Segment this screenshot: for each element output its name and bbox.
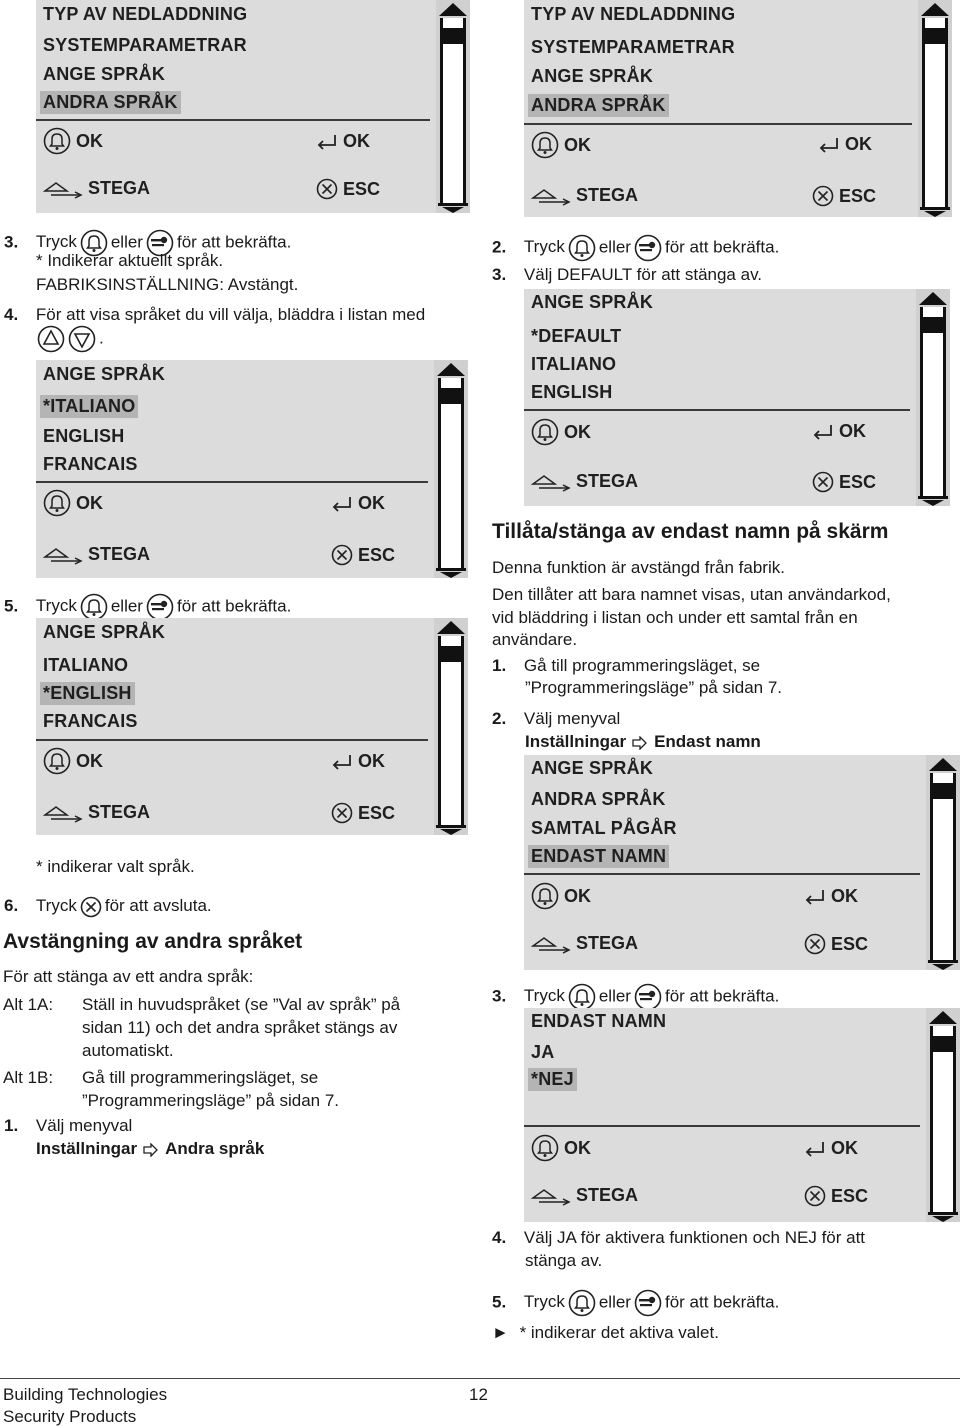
stega-text: STEGA [88,178,151,198]
display-line-selected: ANDRA SPRÅK [528,94,669,117]
scroll-down-icon[interactable] [918,207,952,217]
menu-item: Endast namn [654,732,761,751]
scroll-down-icon[interactable] [434,825,468,835]
ok-enter-label[interactable] [804,886,858,907]
ok-bell-label[interactable] [43,127,103,155]
step-text: för att bekräfta. [664,237,780,257]
alt-1a-line: sidan 11) och det andra språket stängs av [82,1018,398,1037]
ok-text: OK [564,885,591,906]
display-line: ENGLISH [43,426,125,446]
step-3-factory: FABRIKSINSTÄLLNING: Avstängt. [36,275,299,294]
bullet-note [492,1322,719,1343]
esc-label[interactable] [812,471,876,493]
esc-text: ESC [358,544,396,565]
bell-icon [80,593,108,621]
scroll-down-icon[interactable] [926,1212,960,1222]
step-text: eller [598,1292,631,1312]
stega-label[interactable] [531,1185,638,1206]
step-number: 3. [4,232,19,252]
scroll-thumb[interactable] [438,646,464,662]
scroll-thumb[interactable] [438,388,464,404]
display-line: ENDAST NAMN [531,1011,667,1031]
step-number: 5. [4,596,19,616]
bell-icon [531,882,559,910]
stega-text: STEGA [576,471,639,491]
display-line: TYP AV NEDLADDNING [531,4,736,24]
cancel-icon [804,1185,826,1207]
display-panel-3 [36,360,468,578]
key-icon [634,1289,662,1317]
step-text: Tryck [35,232,77,252]
cancel-icon [80,896,102,918]
ok-bell-label[interactable] [531,882,591,910]
scrollbar[interactable] [434,360,468,578]
display-line: FRANCAIS [43,454,138,474]
enter-icon [331,496,353,512]
arrow-right-icon [143,1143,159,1157]
menu-path [36,1138,264,1159]
display-line: SAMTAL PÅGÅR [531,818,677,838]
stega-text: STEGA [576,933,639,953]
step-number: 2. [492,709,507,728]
scroll-up-icon[interactable] [926,1008,960,1026]
scroll-up-icon[interactable] [436,0,470,18]
display-line: ANGE SPRÅK [43,364,166,384]
ok-enter-label[interactable] [316,131,370,152]
step-text: Välj menyval [523,709,621,728]
display-line: JA [531,1042,555,1062]
esc-label[interactable] [804,1185,868,1207]
display-line: ANGE SPRÅK [43,64,166,84]
arrow-right-icon [632,736,648,750]
enter-icon [316,134,338,150]
step-text: för att bekräfta. [176,596,292,616]
step-text: eller [598,986,631,1006]
enter-icon [812,424,834,440]
ok-bell-label[interactable] [531,418,591,446]
menu-item: Inställningar [36,1139,138,1158]
cancel-icon [316,178,338,200]
display-line-selected: ANDRA SPRÅK [40,91,181,114]
scroll-up-icon[interactable] [916,289,950,307]
scroll-thumb[interactable] [440,28,466,44]
bell-icon [568,983,596,1011]
bullet-icon: ► [492,1323,509,1342]
step-text: Välj JA för aktivera funktionen och NEJ för att [523,1228,866,1247]
step-1 [4,1115,132,1136]
ok-text: OK [76,750,103,771]
step-text: för att avsluta. [104,896,212,915]
display-line: FRANCAIS [43,711,138,731]
paragraph: vid bläddring i listan och under ett samtal från en [492,608,858,627]
cancel-icon [812,471,834,493]
scroll-thumb[interactable] [922,28,948,44]
ok-text: OK [76,130,103,151]
alt-1b-line: Gå till programmeringsläget, se [82,1068,319,1087]
enter-icon [804,1141,826,1157]
display-line: ITALIANO [43,655,129,675]
down-triangle-icon [68,325,96,353]
step-text: stänga av. [525,1251,603,1270]
esc-text: ESC [831,1185,869,1206]
scrollbar[interactable] [434,618,468,835]
step-4-icons [34,325,104,353]
step-number: 3. [492,265,507,284]
up-triangle-icon [37,325,65,353]
bell-icon [531,1134,559,1162]
stega-icon [531,934,571,954]
display-line: ANGE SPRÅK [531,758,654,778]
scroll-down-icon[interactable] [926,960,960,970]
footer-company: Building Technologies [3,1385,168,1404]
ok-enter-label[interactable] [331,751,385,772]
bullet-text: * indikerar det aktiva valet. [519,1323,719,1342]
scrollbar[interactable] [926,755,960,970]
step-number: 2. [492,237,507,257]
step-number: 3. [492,986,507,1006]
step-number: 4. [492,1228,507,1247]
display-panel-6 [524,755,960,970]
esc-label[interactable] [316,178,380,200]
alt-1a-line: Ställ in huvudspråket (se ”Val av språk” på [82,995,401,1014]
ok-bell-label[interactable] [531,131,591,159]
ok-text: OK [839,421,866,441]
step-text: För att visa språket du vill välja, bläddra i listan med [35,305,426,324]
display-line-selected: *ITALIANO [40,395,138,418]
display-panel-4 [524,289,950,506]
esc-text: ESC [831,933,869,954]
step-text: eller [110,232,143,252]
alt-1a-line: automatiskt. [82,1041,174,1060]
display-line-selected: *ENGLISH [40,682,135,705]
ok-text: OK [831,886,858,906]
step-text: för att bekräfta. [664,986,780,1006]
scroll-down-icon[interactable] [436,203,470,213]
stega-icon [531,186,571,206]
stega-label[interactable] [43,544,150,565]
display-line: ANDRA SPRÅK [531,789,666,809]
step-number: 1. [492,656,507,675]
step-number: 6. [4,896,19,915]
display-line: ANGE SPRÅK [531,66,654,86]
right-substep-1 [492,655,760,676]
display-line: *DEFAULT [531,326,622,346]
step-6 [4,895,212,918]
step-text: . [99,328,104,348]
ok-bell-label[interactable] [43,489,103,517]
step-number: 5. [492,1292,507,1312]
page-number: 12 [469,1385,488,1404]
step-3-note: * Indikerar aktuellt språk. [36,251,224,270]
key-icon [634,234,662,262]
esc-text: ESC [839,185,877,206]
step-text: eller [598,237,631,257]
esc-text: ESC [358,802,396,823]
footer-division: Security Products [3,1407,137,1426]
stega-icon [531,1186,571,1206]
display-panel-5 [36,618,468,835]
menu-path [525,731,761,752]
stega-text: STEGA [576,185,639,205]
step-text: Tryck [523,237,565,257]
stega-icon [43,179,83,199]
scroll-up-icon[interactable] [434,618,468,636]
ok-text: OK [358,751,385,771]
esc-label[interactable] [331,544,395,566]
esc-label[interactable] [804,933,868,955]
esc-text: ESC [839,471,877,492]
scroll-thumb[interactable] [920,317,946,333]
display-line-selected: *NEJ [528,1068,577,1091]
scroll-down-icon[interactable] [916,496,950,506]
cancel-icon [812,185,834,207]
stega-text: STEGA [576,1185,639,1205]
section-heading-right: Tillåta/stänga av endast namn på skärm [492,520,889,543]
bell-icon [568,1289,596,1317]
step-text: Tryck [35,896,77,915]
key-icon [146,593,174,621]
right-step-3 [492,264,762,285]
display-line: TYP AV NEDLADDNING [43,4,248,24]
step-text: ”Programmeringsläge” på sidan 7. [525,678,783,697]
right-step-2 [492,234,779,262]
step-text: Gå till programmeringsläget, se [523,656,761,675]
ok-bell-label[interactable] [531,1134,591,1162]
scroll-up-icon[interactable] [918,0,952,18]
paragraph: användare. [492,630,578,649]
step-text: eller [110,596,143,616]
display-line: SYSTEMPARAMETRAR [43,35,247,55]
ok-enter-label[interactable] [804,1138,858,1159]
menu-item: Inställningar [525,732,627,751]
right-substep-3 [492,983,779,1011]
bell-icon [43,747,71,775]
ok-bell-label[interactable] [43,747,103,775]
enter-icon [804,889,826,905]
alt-1b-line: ”Programmeringsläge” på sidan 7. [82,1091,340,1110]
footer-divider [0,1378,960,1379]
step-4 [4,304,425,325]
cancel-icon [331,802,353,824]
key-icon [634,983,662,1011]
display-line: ITALIANO [531,354,617,374]
ok-text: OK [564,134,591,155]
display-panel-7 [524,1008,960,1222]
step-text: Välj DEFAULT för att stänga av. [523,265,763,284]
stega-icon [531,472,571,492]
ok-text: OK [343,131,370,151]
enter-icon [331,754,353,770]
step-text: Tryck [523,1292,565,1312]
alt-1b-label: Alt 1B: [3,1068,54,1087]
ok-enter-label[interactable] [818,134,872,155]
bell-icon [531,131,559,159]
step-text: för att bekräfta. [664,1292,780,1312]
menu-item: Andra språk [165,1139,265,1158]
scroll-thumb[interactable] [930,783,956,799]
scroll-down-icon[interactable] [434,568,468,578]
step-text: för att bekräfta. [176,232,292,252]
ok-text: OK [845,134,872,154]
bell-icon [43,127,71,155]
scroll-thumb[interactable] [930,1036,956,1052]
step-number: 4. [4,305,19,324]
display-line: ENGLISH [531,382,613,402]
right-substep-4 [492,1227,865,1248]
note-selected-language: * indikerar valt språk. [36,857,195,876]
right-substep-2 [492,708,620,729]
stega-label[interactable] [43,802,150,823]
scroll-up-icon[interactable] [926,755,960,773]
ok-text: OK [564,421,591,442]
ok-text: OK [76,492,103,513]
stega-label[interactable] [531,185,638,206]
esc-label[interactable] [331,802,395,824]
bell-icon [531,418,559,446]
stega-text: STEGA [88,802,151,822]
ok-enter-label[interactable] [331,493,385,514]
display-line-selected: ENDAST NAMN [528,845,669,868]
intro-text: För att stänga av ett andra språk: [3,967,254,986]
cancel-icon [331,544,353,566]
bell-icon [43,489,71,517]
bell-icon [568,234,596,262]
stega-label[interactable] [43,178,150,199]
scroll-up-icon[interactable] [434,360,468,378]
stega-text: STEGA [88,544,151,564]
display-panel-2 [524,0,952,217]
display-line: ANGE SPRÅK [43,622,166,642]
step-text: Tryck [35,596,77,616]
step-text: Tryck [523,986,565,1006]
stega-icon [43,545,83,565]
esc-label[interactable] [812,185,876,207]
scrollbar[interactable] [436,0,470,213]
ok-text: OK [564,1137,591,1158]
right-substep-5 [492,1289,779,1317]
scrollbar[interactable] [926,1008,960,1222]
step-number: 1. [4,1116,19,1135]
alt-1a-label: Alt 1A: [3,995,54,1014]
enter-icon [818,137,840,153]
stega-label[interactable] [531,471,638,492]
ok-enter-label[interactable] [812,421,866,442]
paragraph: Den tillåter att bara namnet visas, utan användarkod, [492,585,891,604]
display-panel-1 [36,0,470,213]
ok-text: OK [358,493,385,513]
cancel-icon [804,933,826,955]
section-heading-left: Avstängning av andra språket [3,930,303,953]
display-line: ANGE SPRÅK [531,292,654,312]
stega-icon [43,803,83,823]
step-text: Välj menyval [35,1116,133,1135]
scrollbar[interactable] [918,0,952,217]
ok-text: OK [831,1138,858,1158]
scrollbar[interactable] [916,289,950,506]
paragraph: Denna funktion är avstängd från fabrik. [492,558,785,577]
step-5 [4,593,291,621]
esc-text: ESC [343,178,381,199]
display-line: SYSTEMPARAMETRAR [531,37,735,57]
stega-label[interactable] [531,933,638,954]
